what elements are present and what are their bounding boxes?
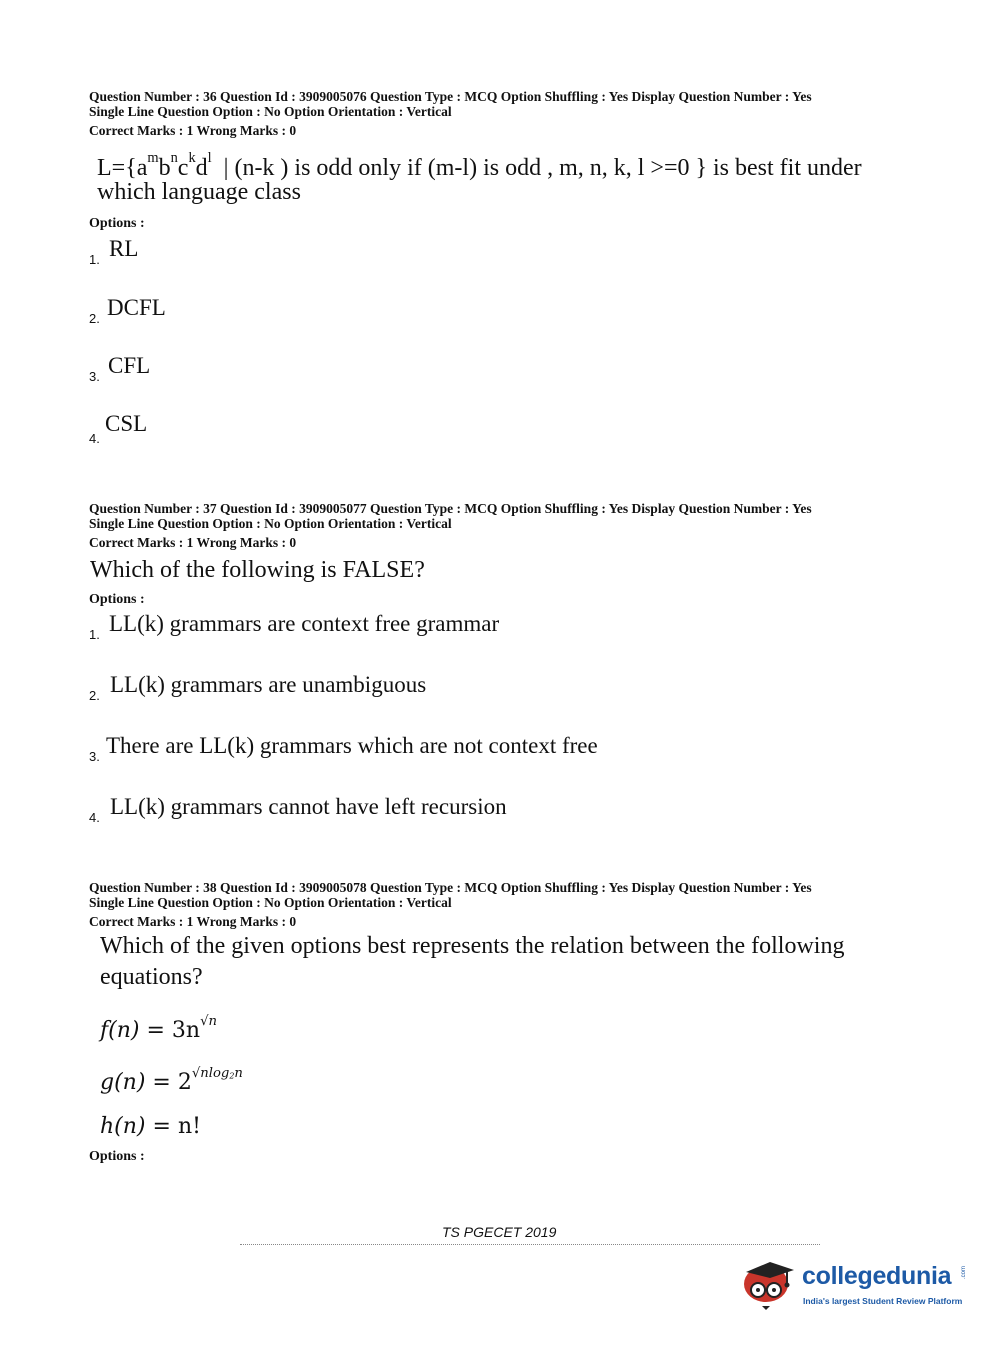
equation-h: h(n) = n! [100, 1114, 201, 1139]
q37-question-text: Which of the following is FALSE? [90, 557, 425, 583]
q37-meta-line-1: Question Number : 37 Question Id : 3909005077 Question Type : MCQ Option Shuffling : Yes Display Question Number : Yes [89, 501, 812, 516]
collegedunia-mascot-icon [740, 1250, 800, 1310]
q36-meta-line-2: Single Line Question Option : No Option Orientation : Vertical [89, 104, 452, 119]
q37-meta-line-2: Single Line Question Option : No Option Orientation : Vertical [89, 516, 452, 531]
collegedunia-logo-text: collegedunia [802, 1262, 952, 1290]
q38-meta-line-2: Single Line Question Option : No Option Orientation : Vertical [89, 895, 452, 910]
q36-question-text: $L=\{a^mb^nc^kd^l$ | (n-k ) is odd only if (m-l) is odd , m, n, k, l >=0 } is best fit under [97, 150, 862, 181]
q36-question-text-line-2: which language class [97, 179, 301, 205]
q38-meta-line-1: Question Number : 38 Question Id : 3909005078 Question Type : MCQ Option Shuffling : Yes Display Question Number : Yes [89, 880, 812, 895]
exam-title: TS PGECET 2019 [442, 1224, 557, 1240]
q37-marks: Correct Marks : 1 Wrong Marks : 0 [89, 535, 297, 550]
collegedunia-logo-com: .com [961, 1266, 967, 1280]
q36-options-label: Options : [89, 216, 145, 231]
footer-divider [240, 1244, 820, 1245]
collegedunia-tagline: India's largest Student Review Platform [803, 1296, 963, 1306]
q38-options-label: Options : [89, 1149, 145, 1164]
q36-marks: Correct Marks : 1 Wrong Marks : 0 [89, 123, 297, 138]
q38-question-text: Which of the given options best represents the relation between the following [100, 933, 845, 959]
q38-question-text-line-2: equations? [100, 964, 203, 990]
equation-g: $g(n) = 2^{√nlog_2n}$ [100, 1066, 243, 1095]
equation-f: $f(n) = 3n^{√n}$ [100, 1014, 217, 1043]
q36-meta-line-1: Question Number : 36 Question Id : 3909005076 Question Type : MCQ Option Shuffling : Yes Display Question Number : Yes [89, 89, 812, 104]
q37-options-label: Options : [89, 592, 145, 607]
q38-marks: Correct Marks : 1 Wrong Marks : 0 [89, 914, 297, 929]
